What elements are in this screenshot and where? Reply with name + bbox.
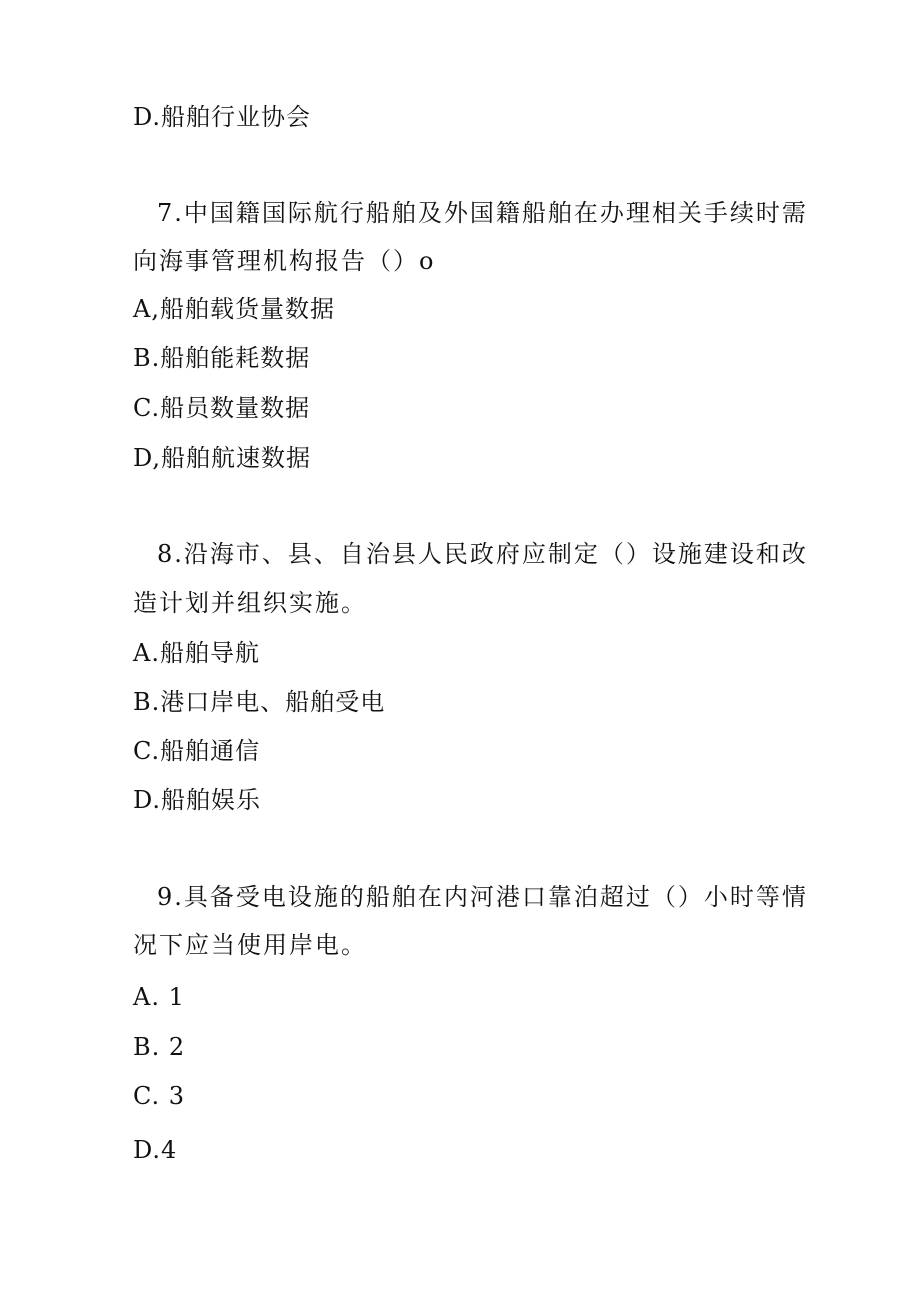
question-7-option-a: A,船舶载货量数据 (133, 295, 335, 323)
question-8-option-d: D.船舶娱乐 (133, 786, 262, 814)
question-8-option-c: C.船舶通信 (133, 737, 261, 765)
question-7-stem-line1: 7.中国籍国际航行船舶及外国籍船舶在办理相关手续时需 (157, 199, 808, 227)
question-9-option-a: A. 1 (133, 983, 185, 1011)
question-8-option-a: A.船舶导航 (133, 639, 260, 667)
question-8-stem-line1: 8.沿海市、县、自治县人民政府应制定（）设施建设和改 (157, 540, 808, 568)
question-7-option-b: B.船舶能耗数据 (133, 344, 311, 372)
prev-question-option-d: D.船舶行业协会 (133, 103, 312, 131)
question-9-option-b: B. 2 (133, 1033, 186, 1061)
question-9-option-c: C. 3 (133, 1082, 186, 1110)
question-8-option-b: B.港口岸电、船舶受电 (133, 688, 386, 716)
question-9-option-d: D.4 (133, 1136, 178, 1164)
question-9-stem-line1: 9.具备受电设施的船舶在内河港口靠泊超过（）小时等情 (157, 883, 808, 911)
question-7-option-c: C.船员数量数据 (133, 394, 311, 422)
question-7-option-d: D,船舶航速数据 (133, 444, 312, 472)
question-8-stem-line2: 造计划并组织实施。 (133, 589, 367, 617)
question-9-stem-line2: 况下应当使用岸电。 (133, 931, 367, 959)
question-7-stem-line2: 向海事管理机构报告（）o (133, 247, 436, 275)
